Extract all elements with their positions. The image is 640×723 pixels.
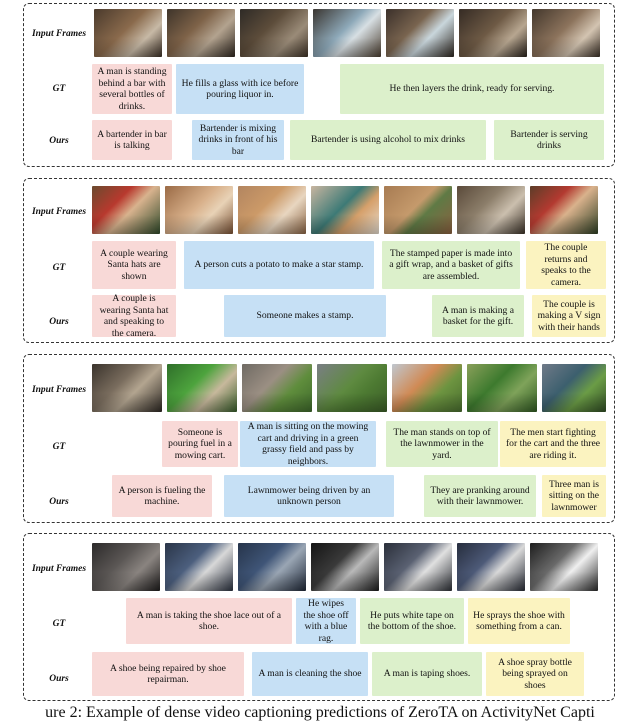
ours-caption: A shoe being repaired by shoe repairman. xyxy=(92,652,244,696)
video-frame xyxy=(392,364,462,412)
ours-label: Ours xyxy=(49,497,69,507)
video-frame xyxy=(530,543,598,591)
video-frame xyxy=(94,9,162,57)
gt-label: GT xyxy=(52,263,66,273)
gt-caption: He fills a glass with ice before pouring liquor in. xyxy=(176,64,304,114)
video-frame xyxy=(92,543,160,591)
video-frame xyxy=(311,543,379,591)
ours-caption: The couple is making a V sign with their hands xyxy=(532,295,606,337)
video-frame xyxy=(459,9,527,57)
video-frame xyxy=(167,364,237,412)
gt-caption: A man is standing behind a bar with several bottles of drinks. xyxy=(92,64,172,114)
video-frame xyxy=(467,364,537,412)
gt-caption: A man is sitting on the mowing cart and driving in a green grassy field and pass by neighbors. xyxy=(240,421,376,467)
gt-caption: The stamped paper is made into a gift wrap, and a basket of gifts are assembled. xyxy=(382,241,520,289)
gt-caption: Someone is pouring fuel in a mowing cart. xyxy=(162,421,238,467)
ours-caption: A man is cleaning the shoe xyxy=(252,652,368,696)
input-frames-label: Input Frames xyxy=(31,564,87,574)
example-panel-3 xyxy=(23,354,615,523)
ours-label: Ours xyxy=(49,674,69,684)
video-frame xyxy=(92,186,160,234)
ours-caption: A man is taping shoes. xyxy=(372,652,482,696)
video-frame xyxy=(530,186,598,234)
ours-caption: Bartender is mixing drinks in front of his bar xyxy=(192,120,284,160)
video-frame xyxy=(384,543,452,591)
ours-caption: Bartender is using alcohol to mix drinks xyxy=(290,120,486,160)
video-frame xyxy=(386,9,454,57)
video-frame xyxy=(542,364,606,412)
video-frame xyxy=(384,186,452,234)
input-frames-label: Input Frames xyxy=(31,29,87,39)
video-frame xyxy=(92,364,162,412)
ours-caption: Someone makes a stamp. xyxy=(224,295,386,337)
video-frame xyxy=(238,186,306,234)
gt-label: GT xyxy=(52,84,66,94)
ours-caption: A person is fueling the machine. xyxy=(112,475,212,517)
gt-caption: He then layers the drink, ready for serving. xyxy=(340,64,604,114)
video-frame xyxy=(242,364,312,412)
video-frame xyxy=(311,186,379,234)
example-panel-2 xyxy=(23,178,615,343)
ours-caption: A man is making a basket for the gift. xyxy=(432,295,524,337)
ours-caption: Three man is sitting on the lawnmower xyxy=(542,475,606,517)
video-frame xyxy=(240,9,308,57)
gt-caption: The man stands on top of the lawnmower in the yard. xyxy=(386,421,498,467)
example-panel-4 xyxy=(23,533,615,701)
video-frame xyxy=(457,186,525,234)
gt-caption: He wipes the shoe off with a blue rag. xyxy=(296,598,356,644)
gt-caption: The couple returns and speaks to the camera. xyxy=(526,241,606,289)
ours-label: Ours xyxy=(49,136,69,146)
ours-caption: Lawnmower being driven by an unknown person xyxy=(224,475,394,517)
example-panel-1 xyxy=(23,3,615,167)
gt-caption: A person cuts a potato to make a star stamp. xyxy=(184,241,374,289)
input-frames-label: Input Frames xyxy=(31,207,87,217)
gt-caption: A man is taking the shoe lace out of a shoe. xyxy=(126,598,292,644)
video-frame xyxy=(238,543,306,591)
ours-caption: A couple is wearing Santa hat and speaking to the camera. xyxy=(92,295,176,337)
ours-label: Ours xyxy=(49,317,69,327)
gt-caption: A couple wearing Santa hats are shown xyxy=(92,241,176,289)
gt-caption: He sprays the shoe with something from a can. xyxy=(468,598,570,644)
input-frames-label: Input Frames xyxy=(31,385,87,395)
video-frame xyxy=(457,543,525,591)
gt-label: GT xyxy=(52,619,66,629)
video-frame xyxy=(165,186,233,234)
video-frame xyxy=(317,364,387,412)
ours-caption: They are pranking around with their lawnmower. xyxy=(424,475,536,517)
ours-caption: Bartender is serving drinks xyxy=(494,120,604,160)
video-frame xyxy=(167,9,235,57)
gt-caption: He puts white tape on the bottom of the shoe. xyxy=(360,598,464,644)
video-frame xyxy=(313,9,381,57)
ours-caption: A bartender in bar is talking xyxy=(92,120,172,160)
ours-caption: A shoe spray bottle being sprayed on shoes xyxy=(486,652,584,696)
video-frame xyxy=(532,9,600,57)
figure-caption: ure 2: Example of dense video captioning predictions of ZeroTA on ActivityNet Capti xyxy=(45,704,595,721)
gt-caption: The men start fighting for the cart and the three are riding it. xyxy=(500,421,606,467)
gt-label: GT xyxy=(52,442,66,452)
video-frame xyxy=(165,543,233,591)
